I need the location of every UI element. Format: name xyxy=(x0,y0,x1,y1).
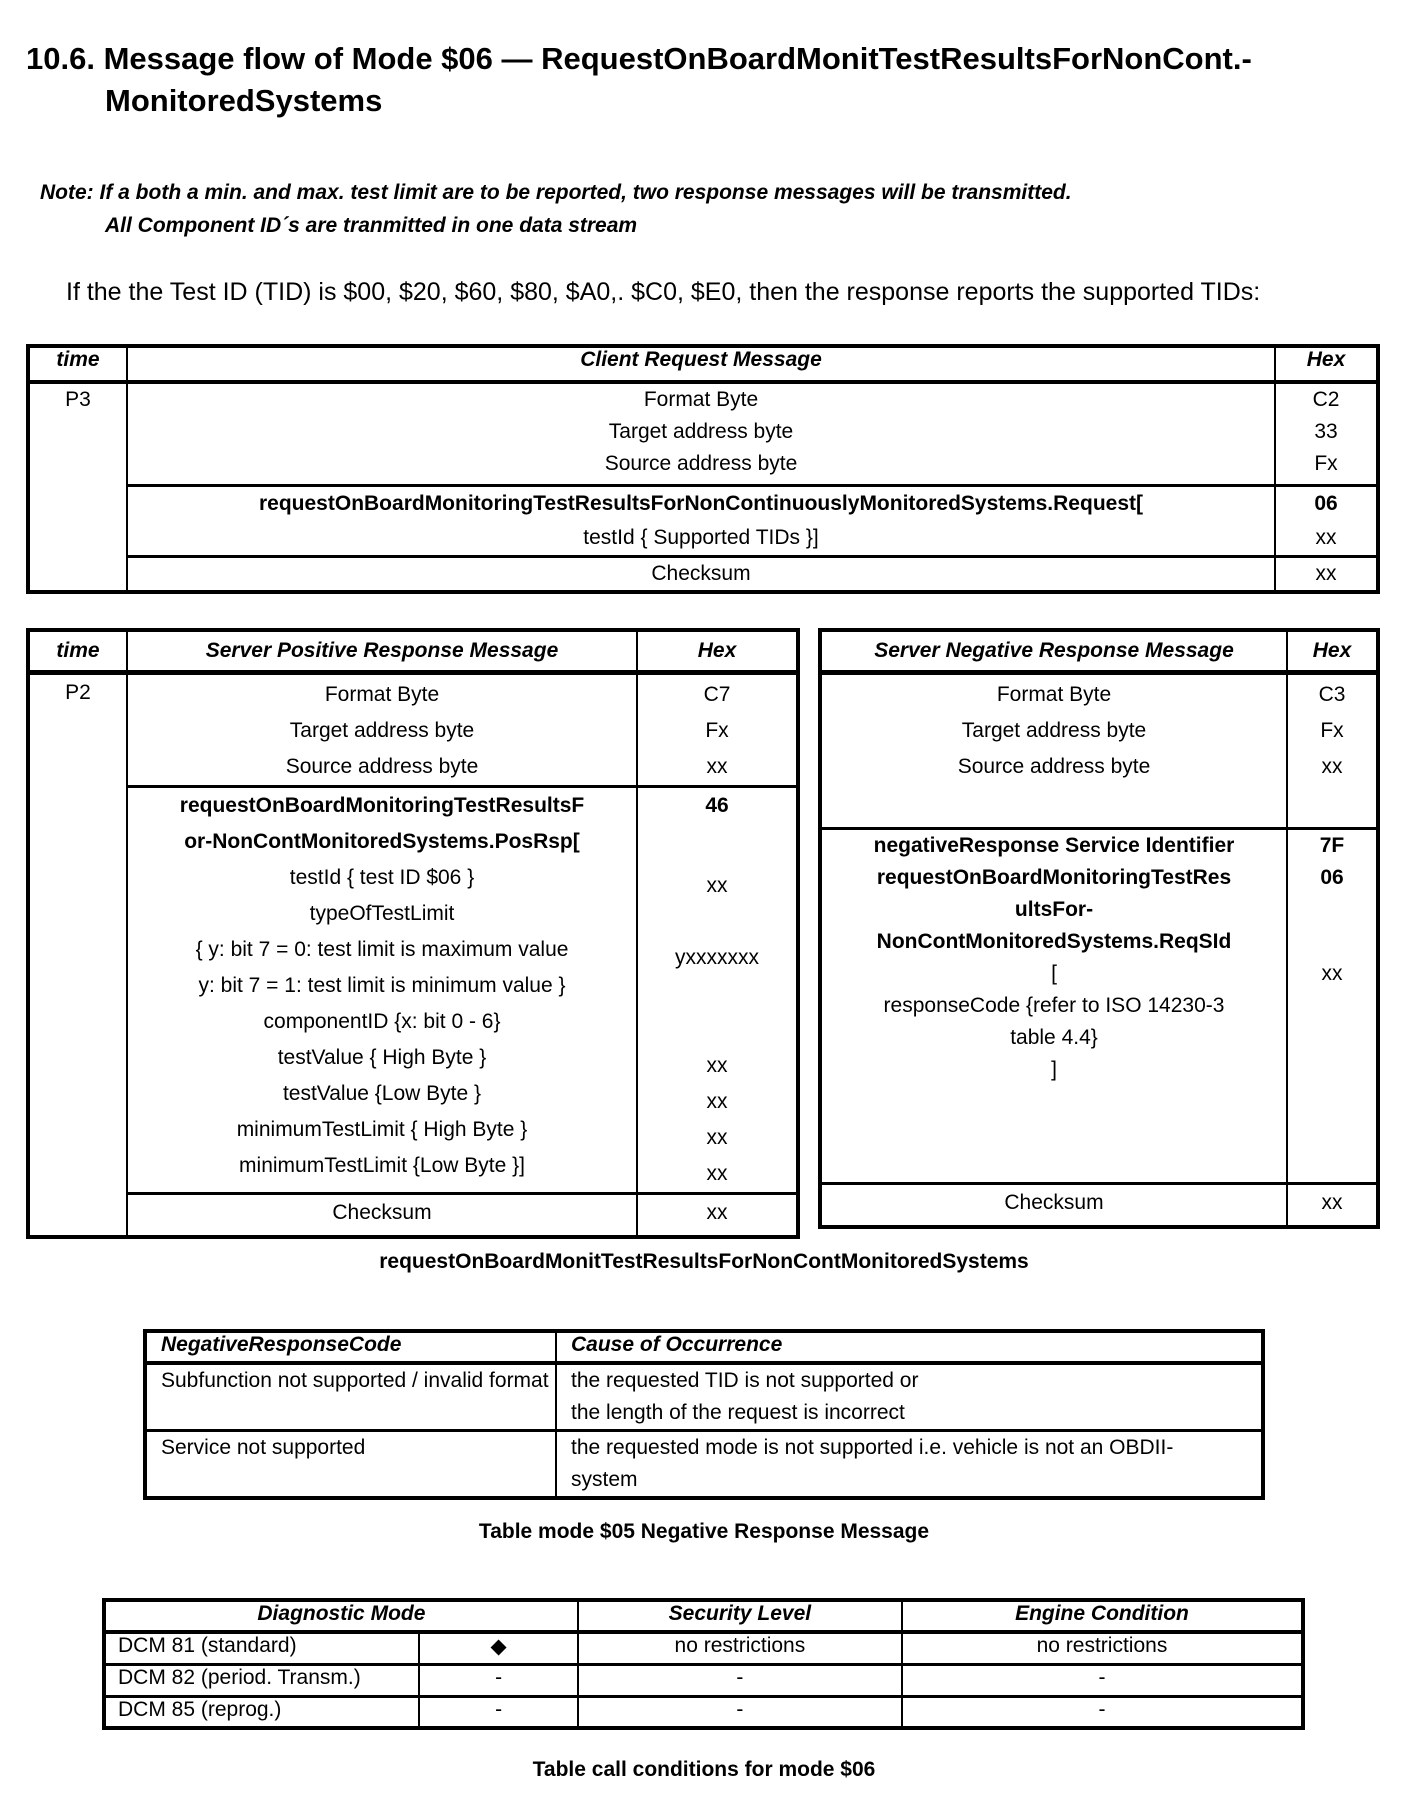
table-row xyxy=(104,1696,1303,1728)
source-address: Source address byte xyxy=(285,754,479,778)
format-byte: Format Byte xyxy=(643,388,759,411)
note-line2: All Component ID´s are tranmitted in one data stream xyxy=(105,214,638,237)
format-byte: Format Byte xyxy=(324,682,440,706)
call-conditions-table xyxy=(102,1598,1305,1730)
mark: - xyxy=(419,1696,577,1728)
checksum: Checksum xyxy=(127,1193,637,1237)
service-id-line2: ultsFor- xyxy=(1014,897,1094,921)
header-engine-condition: Engine Condition xyxy=(1015,1602,1189,1625)
header-diagnostic-mode: Diagnostic Mode xyxy=(104,1600,578,1632)
table-row xyxy=(104,1632,1303,1664)
response-code: responseCode {refer to ISO 14230-3 xyxy=(883,993,1225,1017)
service-id: requestOnBoardMonitoringTestResultsForNonContinuouslyMonitoredSystems.Request[ xyxy=(259,492,1143,515)
hex-value: 06 xyxy=(1320,865,1344,889)
hex-value: 7F xyxy=(1319,833,1345,857)
time-cell: P3 xyxy=(28,382,127,592)
header-cause: Cause of Occurrence xyxy=(571,1333,783,1356)
hex-value: xx xyxy=(706,1200,728,1224)
param: testId { test ID $06 } xyxy=(289,865,475,889)
engine: no restrictions xyxy=(1036,1634,1168,1657)
param: testValue { High Byte } xyxy=(277,1045,487,1069)
hex-value: yxxxxxxx xyxy=(675,945,759,969)
hex-value: xx xyxy=(1315,562,1337,585)
param: { y: bit 7 = 0: test limit is maximum value xyxy=(195,937,569,961)
hex-value: xx xyxy=(706,873,728,897)
caption-message-flow: requestOnBoardMonitTestResultsForNonContMonitoredSystems xyxy=(379,1250,1029,1273)
target-address: Target address byte xyxy=(961,718,1147,742)
diamond-icon: ◆ xyxy=(419,1632,577,1664)
bracket-close: ] xyxy=(1051,1057,1057,1081)
header-time: time xyxy=(28,346,127,382)
negative-response-code-table xyxy=(143,1329,1265,1500)
section-title-line2: MonitoredSystems xyxy=(105,83,383,118)
note-line1: Note: If a both a min. and max. test limit are to be reported, two response messages will be transmitted. xyxy=(40,181,1072,204)
hex-value: Fx xyxy=(705,718,729,742)
engine: - xyxy=(1098,1697,1106,1721)
param: componentID {x: bit 0 - 6} xyxy=(263,1009,501,1033)
source-address: Source address byte xyxy=(957,754,1151,778)
negative-response-table xyxy=(818,628,1380,1229)
hex-value: xx xyxy=(706,754,728,778)
mode: DCM 82 (period. Transm.) xyxy=(104,1664,419,1696)
security: - xyxy=(578,1696,902,1728)
security: - xyxy=(578,1664,902,1696)
negative-response-sid: negativeResponse Service Identifier xyxy=(873,833,1235,857)
response-code-ref: table 4.4} xyxy=(1010,1025,1098,1049)
table-row xyxy=(145,1431,1263,1499)
param: typeOfTestLimit xyxy=(309,901,455,925)
cause: the length of the request is incorrect xyxy=(571,1401,905,1424)
positive-response-table xyxy=(26,628,800,1239)
hex-value: C7 xyxy=(703,682,731,706)
mode: DCM 85 (reprog.) xyxy=(104,1696,419,1728)
mark: - xyxy=(419,1664,577,1696)
hex-value: xx xyxy=(706,1089,728,1113)
hex-value: xx xyxy=(1315,526,1337,549)
header-security-level: Security Level xyxy=(578,1600,902,1632)
intro-text: If the the Test ID (TID) is $00, $20, $60, $80, $A0,. $C0, $E0, then the response reports the supported TIDs: xyxy=(66,278,1261,306)
nrc-code: Subfunction not supported / invalid format xyxy=(145,1363,556,1431)
header-message: Server Negative Response Message xyxy=(820,630,1287,672)
table-row xyxy=(145,1363,1263,1431)
hex-value: 33 xyxy=(1314,420,1338,443)
hex-value: xx xyxy=(706,1161,728,1185)
hex-value: Fx xyxy=(1314,452,1338,475)
hex-value: C2 xyxy=(1312,388,1340,411)
param: minimumTestLimit {Low Byte }] xyxy=(239,1153,525,1177)
target-address: Target address byte xyxy=(608,420,794,443)
service-id-line1: requestOnBoardMonitoringTestRes xyxy=(876,865,1232,889)
cause: the requested TID is not supported or xyxy=(571,1369,919,1392)
hex-value: Fx xyxy=(1320,718,1344,742)
header-message: Client Request Message xyxy=(127,346,1275,382)
table-row xyxy=(104,1664,1303,1696)
param: testValue {Low Byte } xyxy=(282,1081,482,1105)
hex-value: xx xyxy=(706,1053,728,1077)
header-hex: Hex xyxy=(1306,348,1346,371)
caption-call-conditions: Table call conditions for mode $06 xyxy=(532,1758,876,1781)
service-id-line2: or-NonContMonitoredSystems.PosRsp[ xyxy=(184,829,580,853)
param: minimumTestLimit { High Byte } xyxy=(236,1117,528,1141)
time-cell: P2 xyxy=(28,672,127,1237)
hex-value: 06 xyxy=(1314,492,1338,515)
header-nrc: NegativeResponseCode xyxy=(145,1331,556,1363)
engine: - xyxy=(1098,1665,1106,1689)
param: y: bit 7 = 1: test limit is minimum value } xyxy=(198,973,566,997)
hex-value: xx xyxy=(1321,1190,1343,1214)
format-byte: Format Byte xyxy=(996,682,1112,706)
section-number: 10.6. xyxy=(26,41,95,76)
hex-value: xx xyxy=(1321,754,1343,778)
header-hex: Hex xyxy=(1312,638,1352,662)
section-title-line1: Message flow of Mode $06 — RequestOnBoardMonitTestResultsForNonCont.- xyxy=(103,41,1252,76)
hex-value: C3 xyxy=(1318,682,1346,706)
target-address: Target address byte xyxy=(289,718,475,742)
source-address: Source address byte xyxy=(604,452,798,475)
caption-nrc-table: Table mode $05 Negative Response Message xyxy=(478,1520,930,1543)
bracket-open: [ xyxy=(1051,961,1057,985)
checksum: Checksum xyxy=(820,1183,1287,1227)
service-id-line3: NonContMonitoredSystems.ReqSId xyxy=(876,929,1232,953)
header-hex: Hex xyxy=(697,638,737,662)
header-time: time xyxy=(28,630,127,672)
section-heading xyxy=(26,38,1252,80)
service-id-line1: requestOnBoardMonitoringTestResultsF xyxy=(179,793,585,817)
hex-value: xx xyxy=(1321,961,1343,985)
nrc-code: Service not supported xyxy=(145,1431,556,1499)
cause: the requested mode is not supported i.e. vehicle is not an OBDII-system xyxy=(571,1436,1174,1491)
test-id: testId { Supported TIDs }] xyxy=(583,526,819,549)
checksum: Checksum xyxy=(127,557,1275,593)
security: no restrictions xyxy=(578,1632,902,1664)
hex-value: 46 xyxy=(705,793,729,817)
mode: DCM 81 (standard) xyxy=(104,1632,419,1664)
header-message: Server Positive Response Message xyxy=(127,630,637,672)
hex-value: xx xyxy=(706,1125,728,1149)
client-request-table xyxy=(26,344,1380,594)
